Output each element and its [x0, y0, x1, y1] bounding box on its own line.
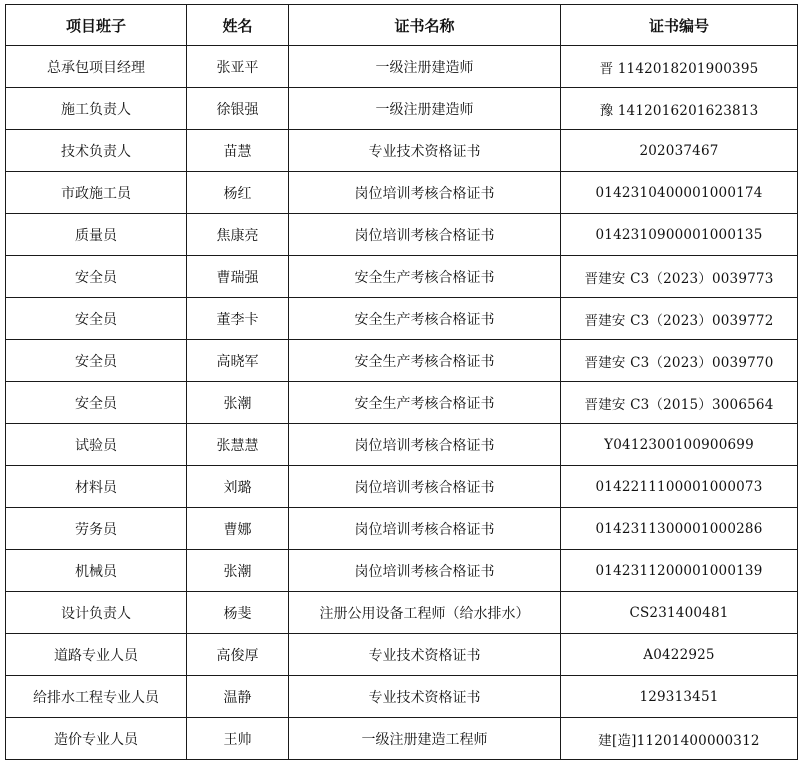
table-row: [6, 676, 798, 718]
table-row: [6, 382, 798, 424]
cell-person-name: 温静: [187, 676, 289, 718]
cell-person-name: 张潮: [187, 382, 289, 424]
cell-person-name: 曹瑞强: [187, 256, 289, 298]
cell-person-name: 焦康亮: [187, 214, 289, 256]
table-row: [6, 424, 798, 466]
table-row: [6, 214, 798, 256]
cell-person-name: 苗慧: [187, 130, 289, 172]
cell-person-name: 刘璐: [187, 466, 289, 508]
cell-certificate-name: 岗位培训考核合格证书: [289, 424, 561, 466]
cell-person-name: 张慧慧: [187, 424, 289, 466]
cell-project-role: 材料员: [6, 466, 187, 508]
cell-project-role: 质量员: [6, 214, 187, 256]
cell-project-role: 劳务员: [6, 508, 187, 550]
cell-project-role: 总承包项目经理: [6, 46, 187, 88]
cell-certificate-name: 专业技术资格证书: [289, 676, 561, 718]
personnel-certificate-table: [5, 4, 798, 760]
cell-person-name: 徐银强: [187, 88, 289, 130]
cell-certificate-name: 安全生产考核合格证书: [289, 340, 561, 382]
cell-certificate-number: 0142310900001000135: [561, 214, 798, 256]
table-row: [6, 130, 798, 172]
table-row: [6, 88, 798, 130]
table-row: [6, 634, 798, 676]
cell-certificate-name: 一级注册建造师: [289, 46, 561, 88]
table-row: [6, 340, 798, 382]
cell-certificate-number: 0142311300001000286: [561, 508, 798, 550]
cell-certificate-number: 豫 1412016201623813: [561, 88, 798, 130]
cell-certificate-name: 专业技术资格证书: [289, 130, 561, 172]
personnel-table-container: [5, 4, 798, 760]
cell-project-role: 安全员: [6, 382, 187, 424]
cell-certificate-number: 晋建安 C3（2023）0039772: [561, 298, 798, 340]
cell-certificate-number: CS231400481: [561, 592, 798, 634]
table-row: [6, 466, 798, 508]
table-body: [6, 46, 798, 760]
cell-certificate-number: A0422925: [561, 634, 798, 676]
cell-certificate-name: 岗位培训考核合格证书: [289, 214, 561, 256]
header-project-team: 项目班子: [6, 5, 187, 46]
table-row: [6, 256, 798, 298]
cell-person-name: 高俊厚: [187, 634, 289, 676]
cell-certificate-number: 晋建安 C3（2023）0039773: [561, 256, 798, 298]
cell-project-role: 安全员: [6, 298, 187, 340]
cell-certificate-name: 专业技术资格证书: [289, 634, 561, 676]
cell-certificate-number: 0142311200001000139: [561, 550, 798, 592]
cell-project-role: 试验员: [6, 424, 187, 466]
table-row: [6, 172, 798, 214]
cell-certificate-number: Y0412300100900699: [561, 424, 798, 466]
header-certificate-name: 证书名称: [289, 5, 561, 46]
table-row: [6, 298, 798, 340]
table-row: [6, 718, 798, 760]
header-name: 姓名: [187, 5, 289, 46]
cell-person-name: 杨斐: [187, 592, 289, 634]
table-row: [6, 550, 798, 592]
cell-certificate-name: 一级注册建造工程师: [289, 718, 561, 760]
cell-project-role: 技术负责人: [6, 130, 187, 172]
cell-certificate-number: 0142211100001000073: [561, 466, 798, 508]
cell-certificate-number: 0142310400001000174: [561, 172, 798, 214]
cell-certificate-name: 安全生产考核合格证书: [289, 382, 561, 424]
cell-person-name: 董李卡: [187, 298, 289, 340]
cell-certificate-number: 202037467: [561, 130, 798, 172]
cell-person-name: 高晓军: [187, 340, 289, 382]
cell-certificate-number: 晋建安 C3（2015）3006564: [561, 382, 798, 424]
cell-project-role: 道路专业人员: [6, 634, 187, 676]
cell-project-role: 安全员: [6, 256, 187, 298]
cell-certificate-name: 安全生产考核合格证书: [289, 256, 561, 298]
cell-project-role: 安全员: [6, 340, 187, 382]
cell-person-name: 王帅: [187, 718, 289, 760]
cell-certificate-name: 岗位培训考核合格证书: [289, 550, 561, 592]
cell-person-name: 张亚平: [187, 46, 289, 88]
cell-project-role: 造价专业人员: [6, 718, 187, 760]
cell-certificate-name: 安全生产考核合格证书: [289, 298, 561, 340]
cell-project-role: 市政施工员: [6, 172, 187, 214]
cell-person-name: 曹娜: [187, 508, 289, 550]
cell-certificate-name: 岗位培训考核合格证书: [289, 466, 561, 508]
cell-project-role: 给排水工程专业人员: [6, 676, 187, 718]
cell-certificate-name: 岗位培训考核合格证书: [289, 172, 561, 214]
cell-certificate-number: 129313451: [561, 676, 798, 718]
cell-certificate-name: 注册公用设备工程师（给水排水）: [289, 592, 561, 634]
cell-certificate-number: 晋 1142018201900395: [561, 46, 798, 88]
cell-person-name: 杨红: [187, 172, 289, 214]
header-certificate-number: 证书编号: [561, 5, 798, 46]
table-header-row: [6, 5, 798, 46]
cell-certificate-name: 岗位培训考核合格证书: [289, 508, 561, 550]
cell-project-role: 机械员: [6, 550, 187, 592]
table-row: [6, 508, 798, 550]
cell-certificate-name: 一级注册建造师: [289, 88, 561, 130]
cell-certificate-number: 建[造]11201400000312: [561, 718, 798, 760]
cell-project-role: 设计负责人: [6, 592, 187, 634]
table-row: [6, 592, 798, 634]
table-row: [6, 46, 798, 88]
cell-person-name: 张潮: [187, 550, 289, 592]
cell-project-role: 施工负责人: [6, 88, 187, 130]
cell-certificate-number: 晋建安 C3（2023）0039770: [561, 340, 798, 382]
